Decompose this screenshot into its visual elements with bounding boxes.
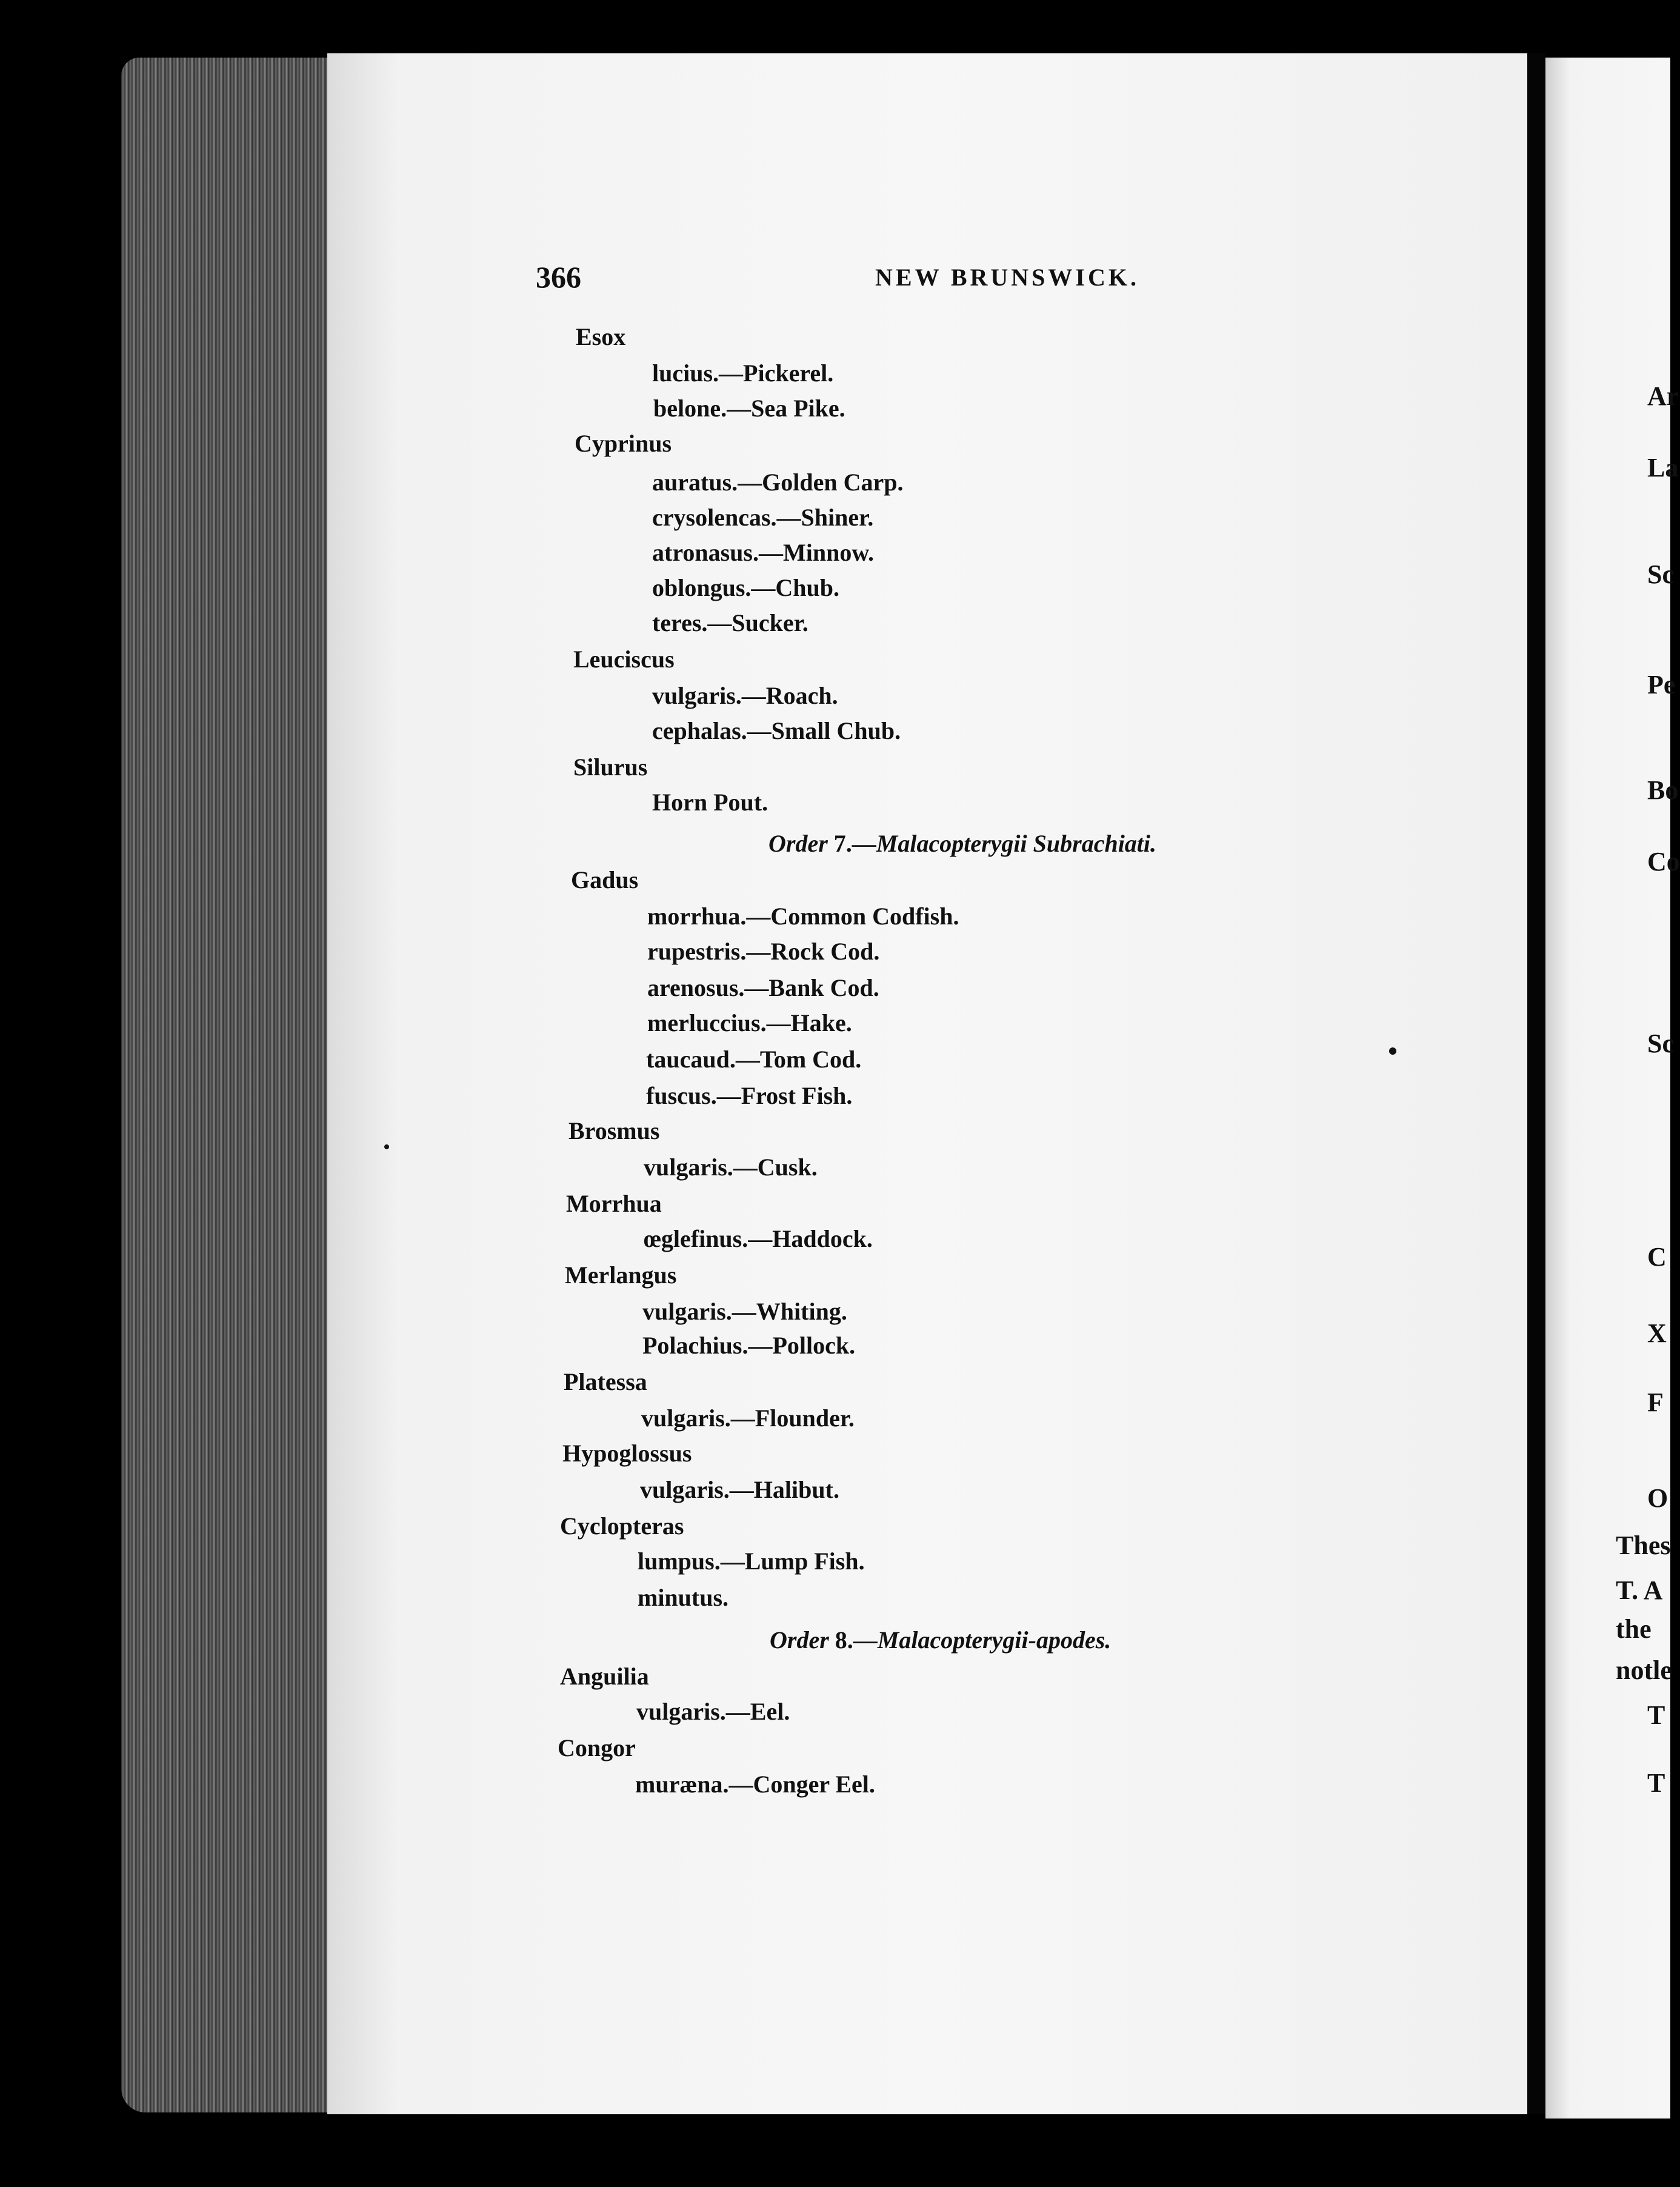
- right-page-fragment: Co: [1647, 847, 1680, 876]
- species-entry: arenosus.—Bank Cod.: [647, 974, 879, 1001]
- species-entry: Horn Pout.: [652, 789, 768, 816]
- right-page-fragment: F: [1647, 1387, 1664, 1417]
- genus-name: Leuciscus: [573, 646, 675, 673]
- ink-speck: [1389, 1047, 1396, 1055]
- genus-name: Platessa: [564, 1368, 647, 1395]
- genus-name: Esox: [576, 323, 626, 350]
- species-entry: taucaud.—Tom Cod.: [646, 1046, 862, 1073]
- page-number: 366: [536, 260, 581, 294]
- book-fore-edge: [121, 58, 333, 2112]
- page-gutter: [1527, 53, 1545, 2114]
- genus-name: Silurus: [573, 753, 648, 781]
- order-heading: [770, 1626, 1111, 1654]
- species-entry: vulgaris.—Whiting.: [642, 1298, 847, 1325]
- right-page-fragment: Pe: [1647, 670, 1676, 700]
- genus-name: Hypoglossus: [562, 1440, 692, 1467]
- species-entry: rupestris.—Rock Cod.: [647, 938, 880, 965]
- genus-name: Merlangus: [565, 1261, 677, 1289]
- species-entry: cephalas.—Small Chub.: [652, 717, 901, 744]
- right-page-fragment: T: [1647, 1700, 1665, 1730]
- species-entry: auratus.—Golden Carp.: [652, 469, 904, 496]
- right-page-fragment: Sc: [1647, 1029, 1674, 1058]
- right-page-fragment: Bo: [1647, 775, 1679, 805]
- right-page-fragment: X: [1647, 1318, 1667, 1348]
- order-number: 8.—: [828, 1626, 878, 1654]
- right-page-fragment: T. A: [1616, 1575, 1663, 1605]
- species-entry: vulgaris.—Halibut.: [640, 1476, 839, 1503]
- genus-name: Cyprinus: [575, 430, 672, 457]
- species-entry: merluccius.—Hake.: [647, 1009, 852, 1037]
- order-name: Malacopterygii Subrachiati.: [876, 830, 1157, 857]
- species-entry: muræna.—Conger Eel.: [635, 1771, 875, 1798]
- right-page: [1545, 58, 1670, 2119]
- species-entry: fuscus.—Frost Fish.: [646, 1082, 853, 1109]
- right-page-fragment: notle: [1616, 1655, 1672, 1685]
- right-page-fragment: Ar: [1647, 381, 1679, 411]
- species-entry: vulgaris.—Eel.: [636, 1698, 790, 1725]
- genus-name: Gadus: [571, 866, 639, 893]
- order-heading: [768, 829, 1156, 858]
- genus-name: Cyclopteras: [560, 1512, 684, 1540]
- order-label: Order: [770, 1626, 829, 1654]
- species-entry: œglefinus.—Haddock.: [644, 1225, 873, 1252]
- right-page-fragment: La: [1647, 453, 1679, 482]
- right-page-fragment: Thes: [1616, 1531, 1671, 1560]
- genus-name: Brosmus: [568, 1117, 660, 1144]
- genus-name: Congor: [558, 1734, 636, 1761]
- species-entry: belone.—Sea Pike.: [653, 395, 845, 422]
- species-entry: vulgaris.—Flounder.: [641, 1404, 855, 1432]
- page-header: [536, 259, 1142, 302]
- species-entry: lumpus.—Lump Fish.: [638, 1548, 865, 1575]
- right-page-fragment: the: [1616, 1614, 1652, 1644]
- species-entry: lucius.—Pickerel.: [652, 359, 834, 387]
- species-entry: atronasus.—Minnow.: [652, 539, 875, 566]
- genus-name: Anguilia: [560, 1663, 649, 1690]
- right-page-fragment: C: [1647, 1242, 1667, 1272]
- genus-name: Morrhua: [566, 1190, 662, 1217]
- right-page-fragment: T: [1647, 1768, 1665, 1798]
- species-entry: vulgaris.—Roach.: [652, 682, 838, 709]
- running-head: NEW BRUNSWICK.: [875, 264, 1139, 291]
- species-entry: teres.—Sucker.: [652, 609, 808, 636]
- species-entry: crysolencas.—Shiner.: [652, 504, 874, 531]
- order-number: 7.—: [827, 830, 876, 857]
- right-page-fragment: Sc: [1647, 559, 1674, 589]
- order-label: Order: [768, 830, 828, 857]
- right-page-fragment: O: [1647, 1483, 1668, 1513]
- species-entry: morrhua.—Common Codfish.: [647, 903, 959, 930]
- ink-speck: [384, 1144, 389, 1149]
- species-entry: vulgaris.—Cusk.: [644, 1154, 818, 1181]
- order-name: Malacopterygii-apodes.: [877, 1626, 1112, 1654]
- species-entry: minutus.: [638, 1584, 729, 1611]
- species-entry: oblongus.—Chub.: [652, 574, 840, 601]
- left-page: [327, 53, 1527, 2114]
- species-entry: Polachius.—Pollock.: [642, 1332, 856, 1359]
